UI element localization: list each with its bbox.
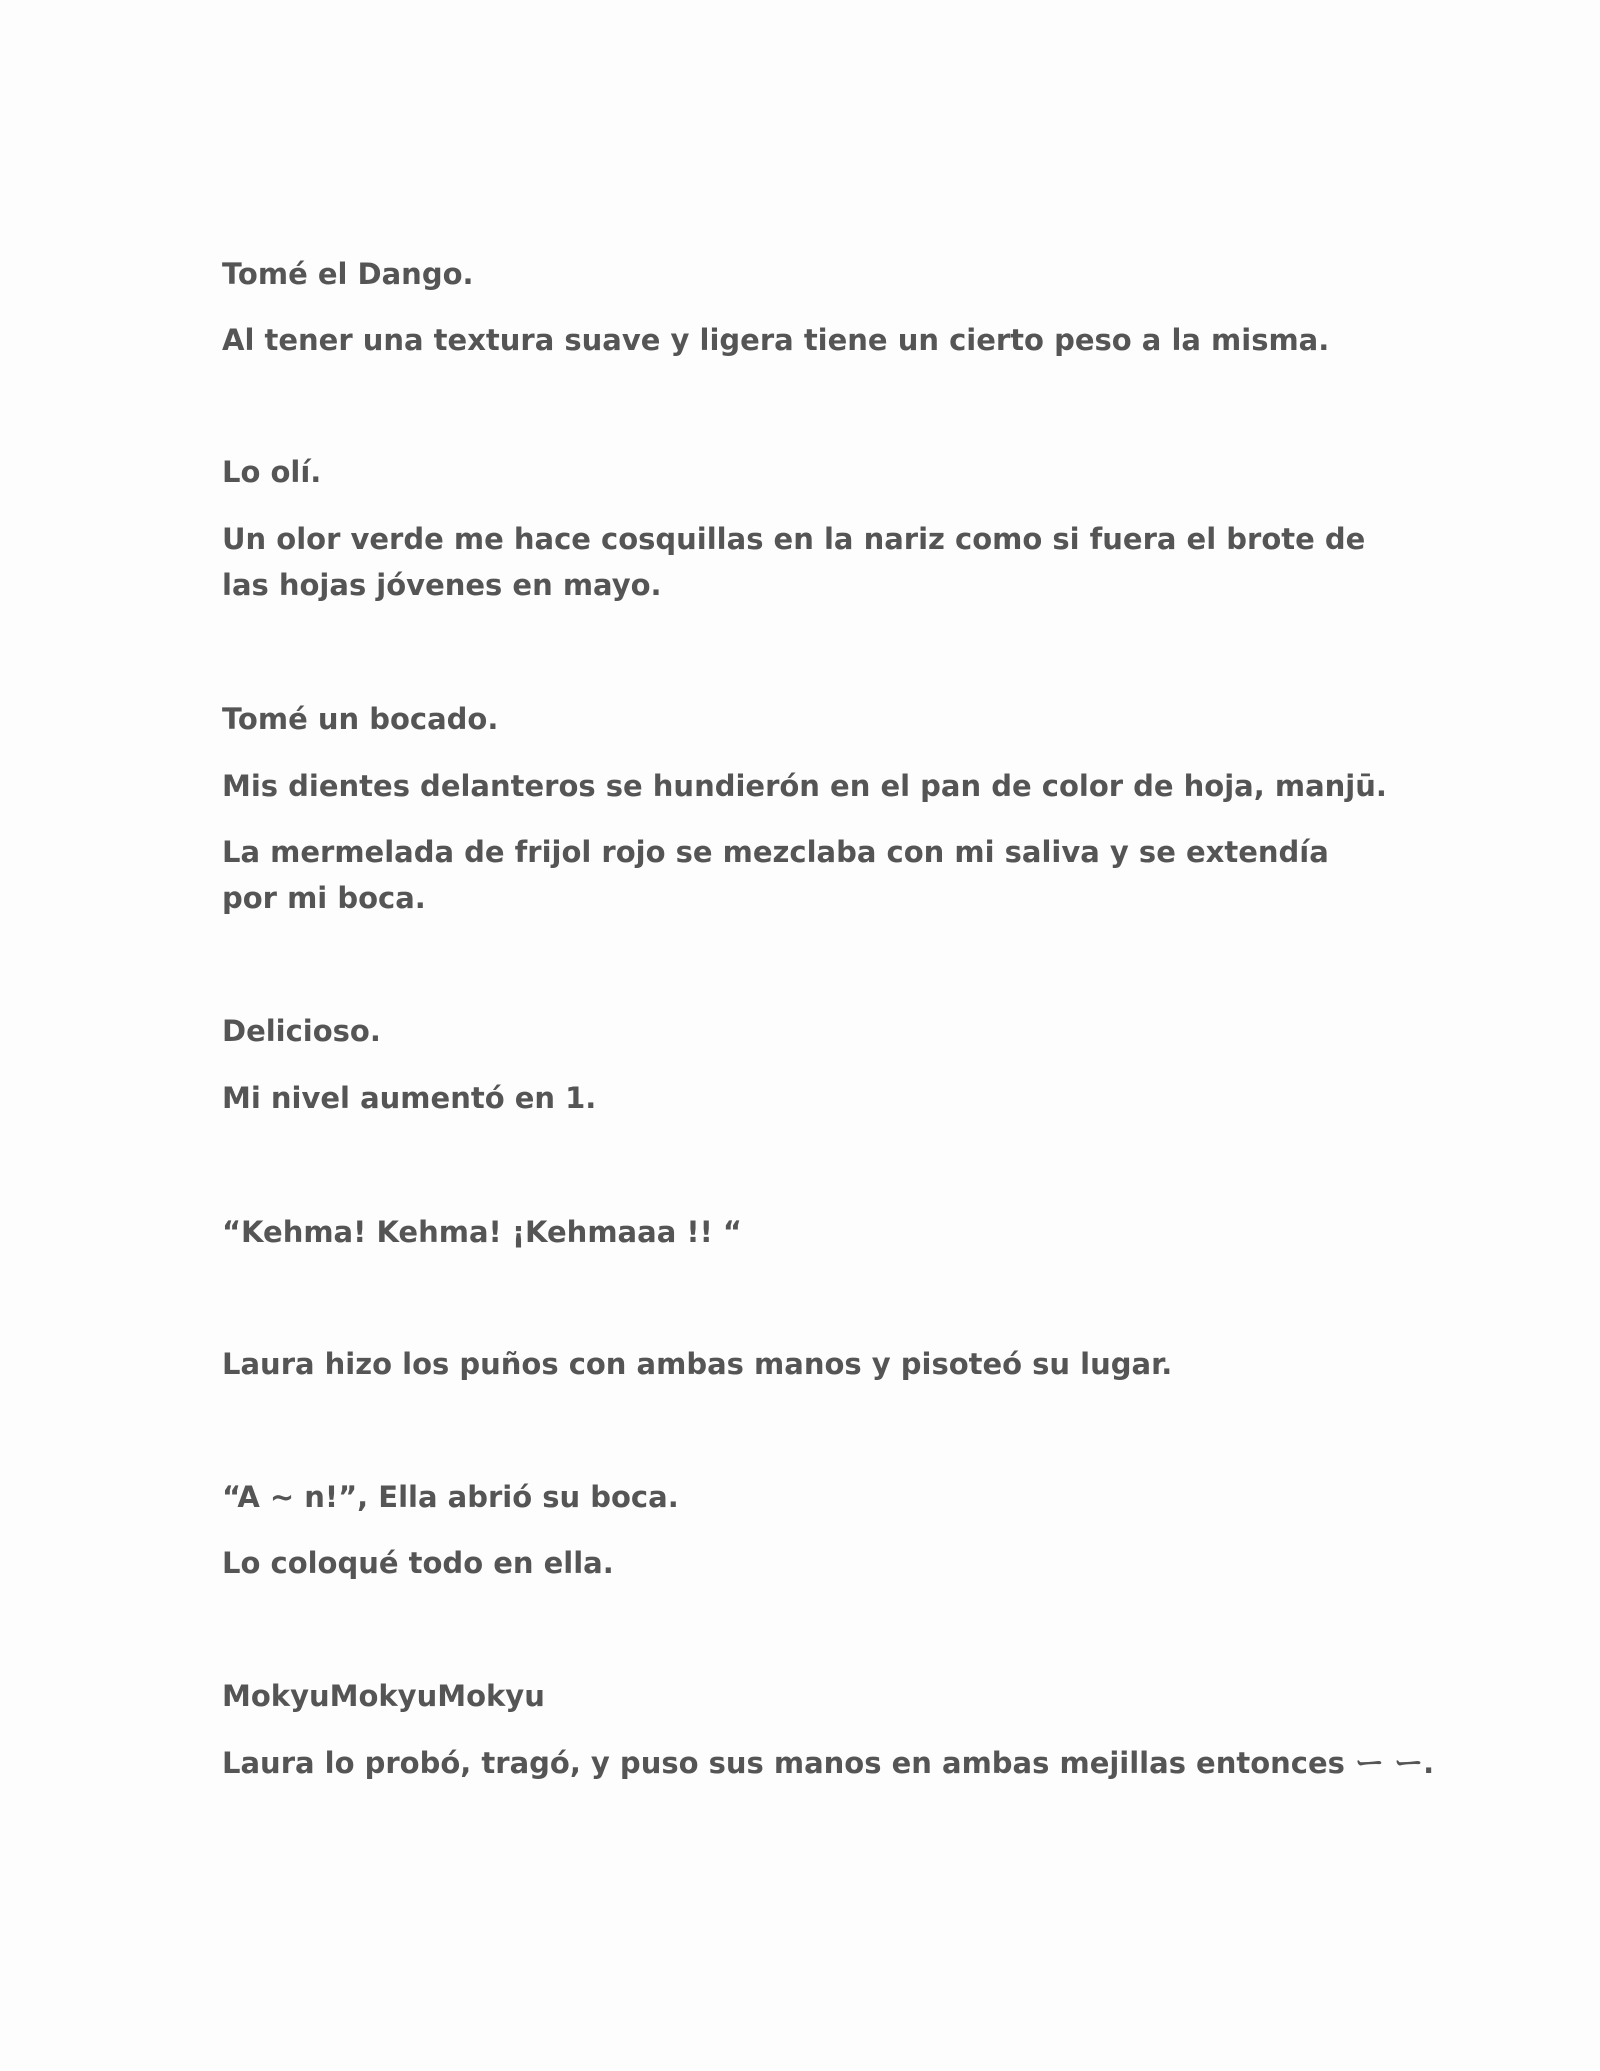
paragraph: Laura lo probó, tragó, y puso sus manos en ambas mejillas entonces ー ー. bbox=[222, 1746, 1435, 1780]
paragraph: “A ~ n!”, Ella abrió su boca. bbox=[222, 1480, 679, 1514]
paragraph: Lo coloqué todo en ella. bbox=[222, 1546, 614, 1580]
paragraph: Mis dientes delanteros se hundierón en el pan de color de hoja, manjū. bbox=[222, 769, 1387, 803]
paragraph: Tomé un bocado. bbox=[222, 702, 499, 736]
paragraph: Tomé el Dango. bbox=[222, 257, 474, 291]
paragraph: Delicioso. bbox=[222, 1014, 381, 1048]
paragraph: MokyuMokyuMokyu bbox=[222, 1679, 545, 1713]
paragraph: La mermelada de frijol rojo se mezclaba con mi saliva y se extendía por mi boca. bbox=[222, 835, 1329, 915]
paragraph: Un olor verde me hace cosquillas en la nariz como si fuera el brote de las hojas jóvenes en mayo. bbox=[222, 522, 1366, 602]
paragraph: Al tener una textura suave y ligera tiene un cierto peso a la misma. bbox=[222, 323, 1330, 357]
paragraph: Laura hizo los puños con ambas manos y pisoteó su lugar. bbox=[222, 1347, 1173, 1381]
paragraph: “Kehma! Kehma! ¡Kehmaaa !! “ bbox=[222, 1215, 742, 1249]
paragraph: Lo olí. bbox=[222, 455, 322, 489]
paragraph: Mi nivel aumentó en 1. bbox=[222, 1081, 597, 1115]
